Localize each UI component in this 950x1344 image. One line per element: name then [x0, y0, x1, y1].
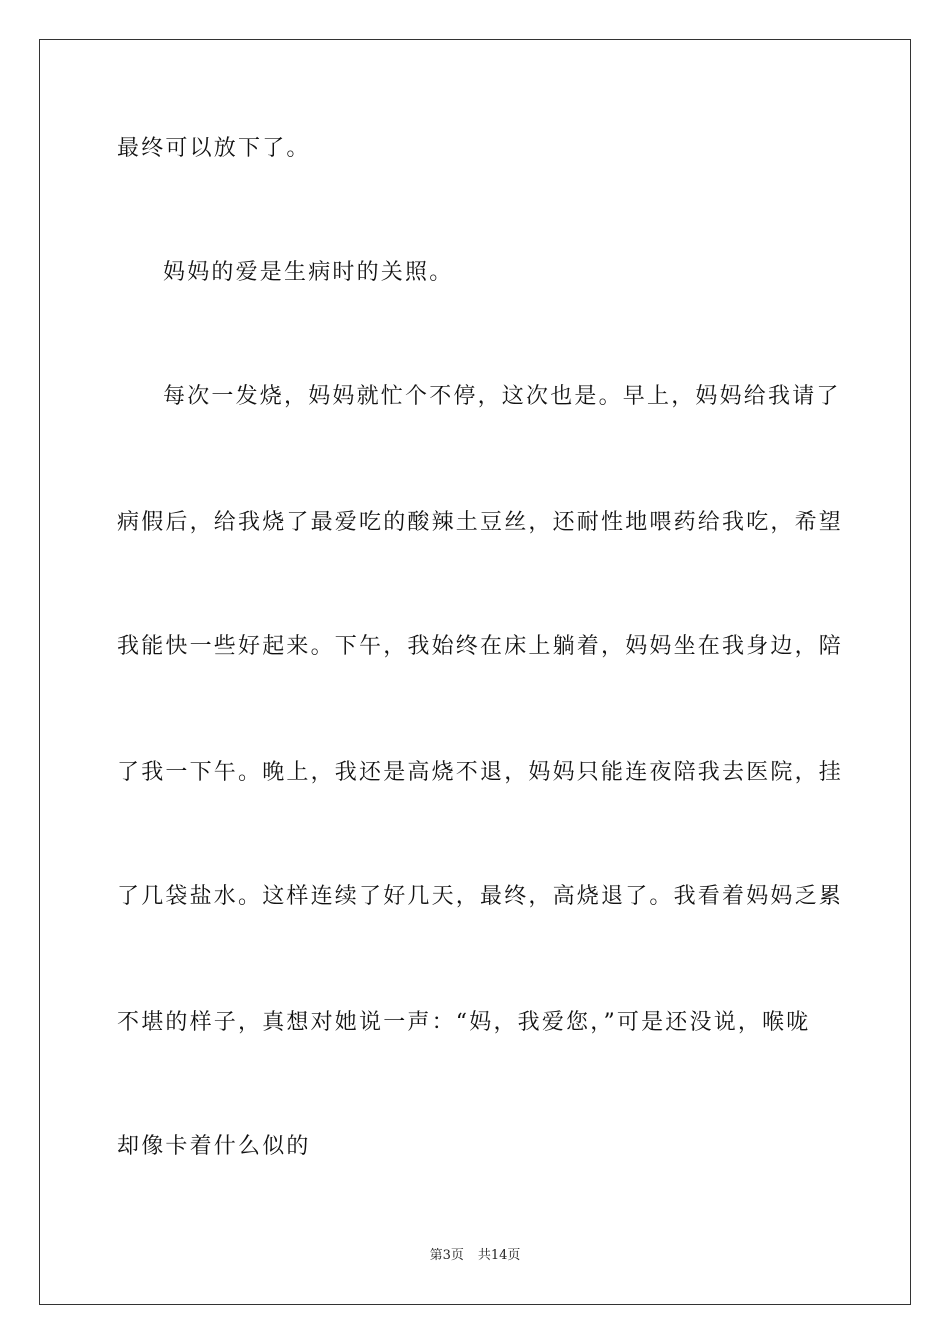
- page-footer: [0, 1247, 950, 1265]
- text-line-6: 了我一下午。晚上，我还是高烧不退，妈妈只能连夜陪我去医院，挂: [117, 760, 844, 785]
- text-line-1: 最终可以放下了。: [117, 136, 311, 161]
- text-line-8: 不堪的样子，真想对她说一声：“妈，我爱您，”可是还没说，喉咙: [117, 1010, 811, 1035]
- text-line-2: 妈妈的爱是生病时的关照。: [163, 260, 454, 285]
- page-number: 第3页: [429, 1248, 464, 1263]
- page-total: 共14页: [477, 1248, 521, 1263]
- page-border: [39, 39, 911, 1305]
- text-line-3: 每次一发烧，妈妈就忙个不停，这次也是。早上，妈妈给我请了: [163, 384, 841, 409]
- text-line-4: 病假后，给我烧了最爱吃的酸辣土豆丝，还耐性地喂药给我吃，希望: [117, 510, 844, 535]
- text-line-7: 了几袋盐水。这样连续了好几天，最终，高烧退了。我看着妈妈乏累: [117, 884, 844, 909]
- text-line-5: 我能快一些好起来。下午，我始终在床上躺着，妈妈坐在我身边，陪: [117, 634, 844, 659]
- text-line-9: 却像卡着什么似的: [117, 1134, 311, 1159]
